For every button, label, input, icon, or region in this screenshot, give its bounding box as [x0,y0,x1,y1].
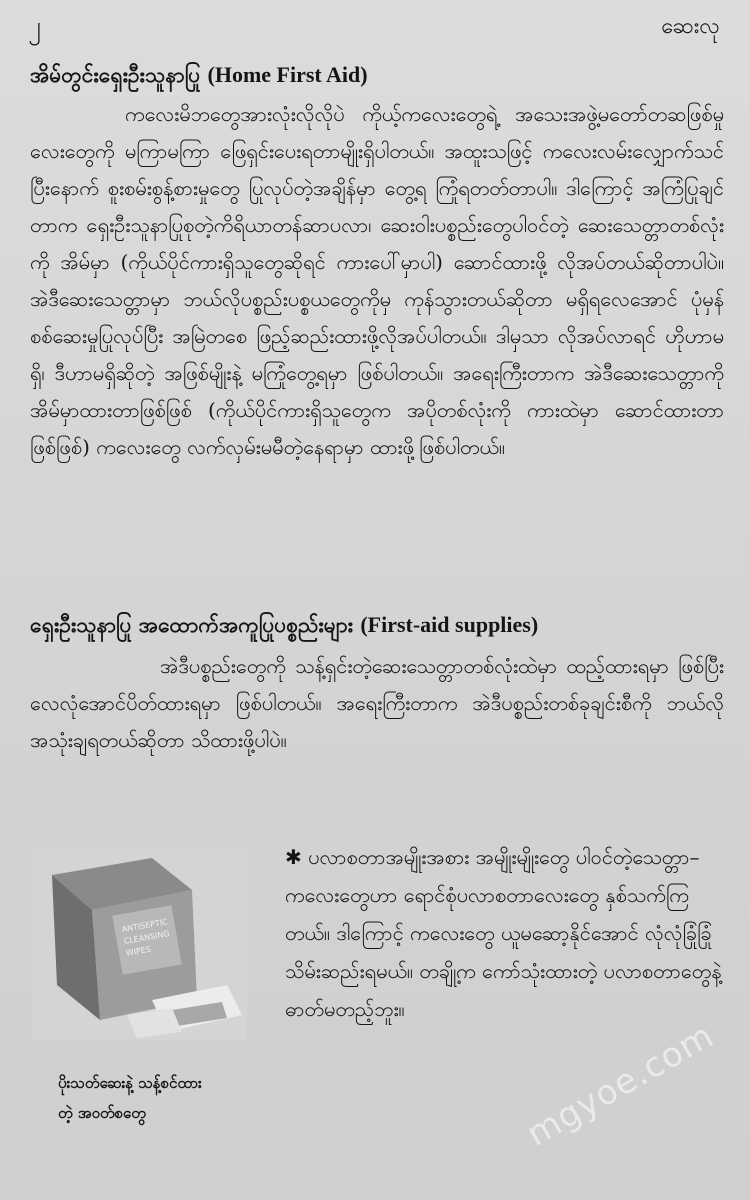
watermark: mgyoe.com [520,1015,721,1155]
section-heading-home-first-aid [30,62,724,93]
paragraph-home-first-aid: ကလေးမိဘတွေအားလုံးလိုလိုပဲ ကိုယ့်ကလေးတွေရဲ့ အသေးအဖွဲ့မတော်တဆဖြစ်မှုလေးတွေကို မကြာမကြာ ဖြေရှင်းပေးရတာမျိုးရှိပါတယ်။ အထူးသဖြင့် ကလေးလမ်းလျှောက်သင်ပြီးနောက် စူးစမ်းစွန့်စားမှုတွေ ပြုလုပ်တဲ့အချိန်မှာ တွေ့ရ ကြုံရတတ်တာပါ။ ဒါကြောင့် အကြံပြုချင်တာက ရှေးဦးသူနာပြုစုတဲ့ကိရိယာတန်ဆာပလာ၊ ဆေးဝါးပစ္စည်းတွေပါဝင်တဲ့ ဆေးသေတ္တာတစ်လုံးကို အိမ်မှာ (ကိုယ်ပိုင်ကားရှိသူတွေဆိုရင် ကားပေါ်မှာပါ) ဆောင်ထားဖို့ လိုအပ်တယ်ဆိုတာပါပဲ။ အဲဒီဆေးသေတ္တာမှာ ဘယ်လိုပစ္စည်းပစ္စယတွေကိုမှ ကုန်သွားတယ်ဆိုတာ မရှိရလေအောင် ပုံမှန်စစ်ဆေးမှုပြုလုပ်ပြီး အမြဲတစေ ဖြည့်ဆည်းထားဖို့လိုအပ်ပါတယ်။ ဒါမှသာ လိုအပ်လာရင် ဟိုဟာမရှိ၊ ဒီဟာမရှိဆိုတဲ့ အဖြစ်မျိုးနဲ့ မကြုံတွေ့ရမှာ ဖြစ်ပါတယ်။ အရေးကြီးတာက အဲဒီဆေးသေတ္တာကို အိမ်မှာထားတာဖြစ်ဖြစ် (ကိုယ်ပိုင်ကားရှိသူတွေက အပိုတစ်လုံးကို ကားထဲမှာ ဆောင်ထားတာဖြစ်ဖြစ်) ကလေးတွေ လက်လှမ်းမမီတဲ့နေရာမှာ ထားဖို့ဖြစ်ပါတယ်။ [30,102,724,459]
page-header [28,10,720,44]
heading-english: (First-aid supplies) [360,612,539,637]
page-number: ၂ [28,10,41,41]
plaster-note: ✱ ပလာစတာအမျိုးအစား အမျိုးမျိုးတွေ ပါဝင်တဲ့သေတ္တာ– ကလေးတွေဟာ ရောင်စုံပလာစတာလေးတွေ နှစ်သက်ကြတယ်။ ဒါကြောင့် ကလေးတွေ ယူမဆော့နိုင်အောင် လုံလုံခြုံခြုံ သိမ်းဆည်းရမယ်။ တချို့က ကော်သုံးထားတဲ့ ပလာစတာတွေနဲ့ ဓာတ်မတည့်ဘူး။ [285,845,722,1021]
box-text: ANTISEPTIC [121,917,169,935]
photo-caption: ပိုးသတ်ဆေးနဲ့ သန့်စင်ထားတဲ့ အဝတ်စတွေ [58,1074,202,1122]
heading-english: (Home First Aid) [207,62,368,87]
running-head: ဆေးလု [661,13,720,39]
heading-myanmar: အိမ်တွင်းရှေးဦးသူနာပြု [30,62,201,87]
section-heading-first-aid-supplies [30,612,724,643]
box-text: CLEANSING [123,929,171,946]
heading-myanmar: ရှေးဦးသူနာပြု အထောက်အကူပြုပစ္စည်းများ [30,612,354,637]
antiseptic-wipes-photo [32,850,247,1040]
box-text: WIPES [125,944,152,958]
paragraph-first-aid-supplies: အဲဒီပစ္စည်းတွေကို သန့်ရှင်းတဲ့ဆေးသေတ္တာတစ်လုံးထဲမှာ ထည့်ထားရမှာ ဖြစ်ပြီး လေလုံအောင်ပိတ်ထားရမှာ ဖြစ်ပါတယ်။ အရေးကြီးတာက အဲဒီပစ္စည်းတစ်ခုချင်းစီကို ဘယ်လိုအသုံးချရတယ်ဆိုတာ သိထားဖို့ပါပဲ။ [30,654,724,752]
